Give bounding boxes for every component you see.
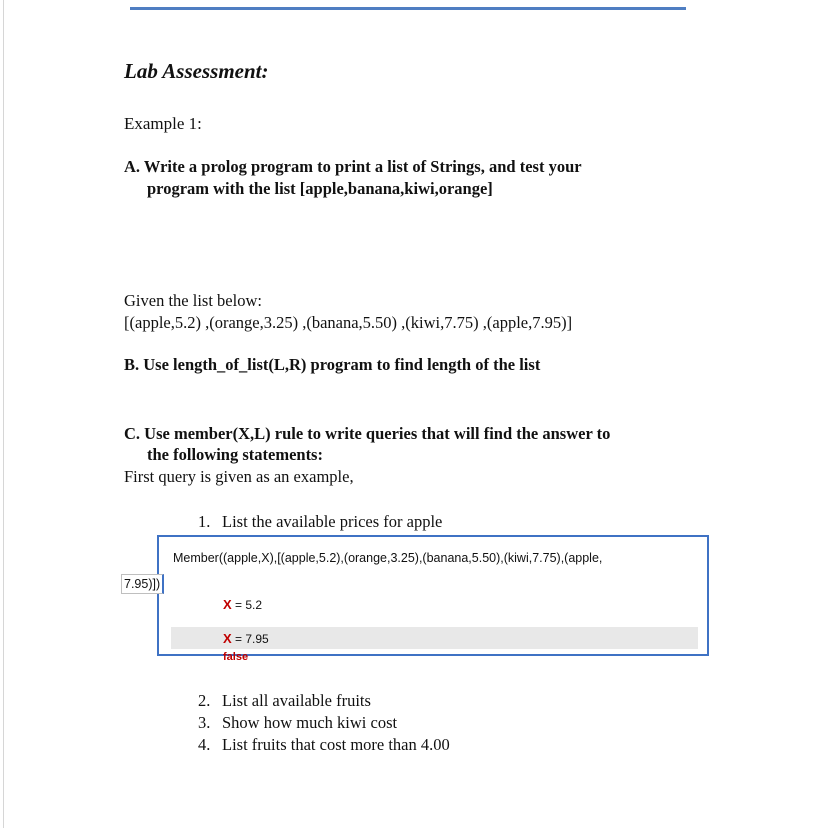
answer-2-variable: X (223, 631, 232, 646)
question-a (124, 156, 582, 200)
list-item-text: List the available prices for apple (222, 512, 443, 531)
question-c (124, 423, 610, 465)
page-title: Lab Assessment: (124, 59, 269, 83)
question-c-line2: the following statements: (147, 445, 323, 464)
list-item-text: Show how much kiwi cost (222, 713, 398, 732)
false-result: false (223, 651, 249, 663)
example-label: Example 1: (124, 114, 202, 133)
list-item (198, 734, 450, 756)
list-item-number: 2. (198, 691, 211, 710)
question-a-line2: program with the list [apple,banana,kiwi,orange] (147, 179, 493, 198)
question-c-line1: C. Use member(X,L) rule to write queries that will find the answer to (124, 424, 611, 443)
question-a-line1: A. Write a prolog program to print a list of Strings, and test your (124, 157, 582, 176)
list-item-text: List fruits that cost more than 4.00 (222, 735, 450, 754)
header-rule (130, 7, 686, 10)
answer-2-value: = 7.95 (231, 632, 269, 646)
list-item-text: List all available fruits (222, 691, 371, 710)
list-item-number: 1. (198, 512, 211, 531)
query-line-2: 7.95)]) (121, 574, 164, 594)
query-line-1: Member((apple,X),[(apple,5.2),(orange,3.25),(banana,5.50),(kiwi,7.75),(apple, (173, 551, 603, 565)
answer-1-variable: X (223, 597, 232, 612)
list-item (198, 712, 450, 734)
answer-1 (223, 597, 262, 612)
list-item-number: 3. (198, 713, 211, 732)
question-b: B. Use length_of_list(L,R) program to find length of the list (124, 355, 541, 374)
list-item-number: 4. (198, 735, 211, 754)
list-item (198, 512, 442, 532)
first-query-note: First query is given as an example, (124, 467, 354, 486)
answer-1-value: = 5.2 (231, 598, 263, 612)
price-list: [(apple,5.2) ,(orange,3.25) ,(banana,5.50) ,(kiwi,7.75) ,(apple,7.95)] (124, 313, 573, 332)
answer-2 (223, 631, 269, 646)
given-label: Given the list below: (124, 291, 262, 310)
task-list (198, 690, 450, 756)
page-edge-divider (3, 0, 4, 828)
list-item (198, 690, 450, 712)
query-example-box (157, 535, 709, 663)
